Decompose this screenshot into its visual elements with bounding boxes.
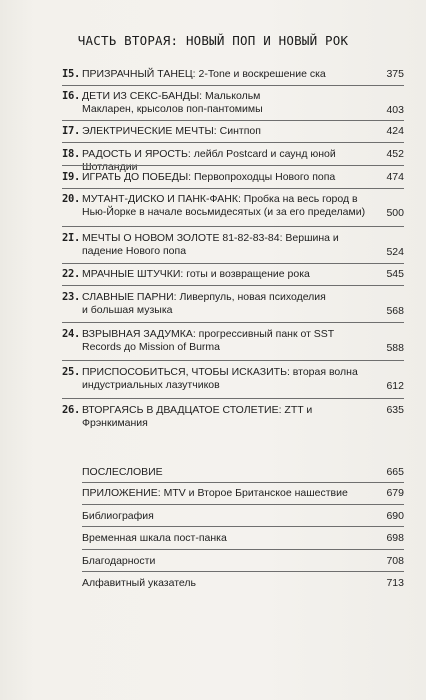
- chapter-number: 25.: [62, 366, 81, 378]
- toc-entry-16: [62, 90, 404, 118]
- toc-entry-24: [62, 328, 404, 356]
- chapter-title: [82, 232, 374, 258]
- divider: [62, 165, 404, 166]
- back-matter-title: [82, 532, 374, 545]
- divider: [62, 226, 404, 227]
- divider: [62, 360, 404, 361]
- divider: [82, 482, 404, 483]
- page-number: 708: [386, 555, 404, 567]
- back-matter-rest: Алфавитный указатель: [82, 577, 196, 589]
- page-number: 474: [386, 171, 404, 183]
- toc-entry-bibliography: [62, 510, 404, 524]
- toc-entry-afterword: [62, 466, 404, 480]
- chapter-number: I6.: [62, 90, 81, 102]
- chapter-number: I8.: [62, 148, 81, 160]
- page-number: 375: [386, 68, 404, 80]
- divider: [62, 142, 404, 143]
- page-number: 698: [386, 532, 404, 544]
- chapter-title-rest: готы и возвращение рока: [183, 268, 310, 280]
- back-matter-title: [82, 510, 374, 523]
- back-matter-caps: ПОСЛЕСЛОВИЕ: [82, 466, 163, 478]
- chapter-number: I5.: [62, 68, 81, 80]
- part-heading: ЧАСТЬ ВТОРАЯ: НОВЫЙ ПОП И НОВЫЙ РОК: [77, 33, 349, 48]
- toc-entry-23: [62, 291, 404, 319]
- chapter-title-caps: МРАЧНЫЕ ШТУЧКИ:: [82, 268, 184, 280]
- divider: [62, 398, 404, 399]
- back-matter-rest: Благодарности: [82, 555, 156, 567]
- page-number: 635: [386, 404, 404, 416]
- chapter-title-caps: ЭЛЕКТРИЧЕСКИЕ МЕЧТЫ:: [82, 125, 217, 137]
- toc-entry-17: [62, 125, 404, 139]
- page-number: 679: [386, 487, 404, 499]
- divider: [82, 549, 404, 550]
- toc-entry-25: [62, 366, 404, 394]
- chapter-title: [82, 90, 312, 116]
- back-matter-title: [82, 555, 374, 568]
- chapter-title-caps: МЕЧТЫ О НОВОМ ЗОЛОТЕ 81-82-83-84:: [82, 232, 283, 244]
- divider: [62, 85, 404, 86]
- chapter-number: 22.: [62, 268, 81, 280]
- back-matter-rest: Временная шкала пост-панка: [82, 532, 227, 544]
- page-number: 612: [386, 380, 404, 392]
- page-number: 424: [386, 125, 404, 137]
- toc-entry-15: [62, 68, 404, 82]
- back-matter-title: [82, 577, 374, 590]
- chapter-title: [82, 125, 374, 138]
- chapter-title-caps: РАДОСТЬ И ЯРОСТЬ:: [82, 148, 191, 160]
- chapter-title-caps: ДЕТИ ИЗ СЕКС-БАНДЫ:: [82, 90, 203, 102]
- page-number: 524: [386, 246, 404, 258]
- chapter-title-caps: ПРИЗРАЧНЫЙ ТАНЕЦ:: [82, 68, 196, 80]
- chapter-number: 2I.: [62, 232, 81, 244]
- chapter-title: [82, 68, 374, 81]
- divider: [62, 322, 404, 323]
- chapter-title: [82, 171, 374, 184]
- back-matter-title: [82, 487, 374, 500]
- page-number: 588: [386, 342, 404, 354]
- divider: [82, 571, 404, 572]
- page-number: 713: [386, 577, 404, 589]
- chapter-title-caps: ВЗРЫВНАЯ ЗАДУМКА:: [82, 328, 196, 340]
- toc-entry-20: [62, 193, 404, 221]
- chapter-title-caps: ПРИСПОСОБИТЬСЯ, ЧТОБЫ ИСКАЗИТЬ:: [82, 366, 290, 378]
- chapter-title-rest: вторая волна индустриальных лазутчиков: [82, 366, 358, 391]
- page-number: 545: [386, 268, 404, 280]
- toc-entry-acknowledgements: [62, 555, 404, 569]
- back-matter-caps: ПРИЛОЖЕНИЕ:: [82, 487, 161, 499]
- toc-entry-18: [62, 148, 404, 173]
- chapter-title-caps: СЛАВНЫЕ ПАРНИ:: [82, 291, 177, 303]
- chapter-title-rest: лейбл Postcard и саунд юной Шотландии: [82, 148, 336, 173]
- back-matter-rest: Библиография: [82, 510, 154, 522]
- chapter-title: [82, 268, 374, 281]
- chapter-number: 24.: [62, 328, 81, 340]
- chapter-number: 23.: [62, 291, 81, 303]
- page-number: 665: [386, 466, 404, 478]
- chapter-title-rest: Пробка на весь город в Нью-Йорке в начале восьмидесятых (и за его пределами): [82, 193, 366, 218]
- divider: [62, 285, 404, 286]
- chapter-title-rest: 2-Tone и воскрешение ска: [195, 68, 326, 80]
- chapter-title: [82, 366, 374, 392]
- page-number: 568: [386, 305, 404, 317]
- chapter-title-rest: Синтпоп: [216, 125, 261, 137]
- page-number: 403: [386, 104, 404, 116]
- back-matter-title: [82, 466, 374, 479]
- chapter-number: I9.: [62, 171, 81, 183]
- page-number: 690: [386, 510, 404, 522]
- divider: [82, 526, 404, 527]
- toc-entry-22: [62, 268, 404, 282]
- chapter-title-rest: Первопроходцы Нового попа: [191, 171, 336, 183]
- toc-entry-timeline: [62, 532, 404, 546]
- chapter-title-rest: прогрессивный панк от SST Records до Mission of Burma: [82, 328, 335, 353]
- chapter-number: I7.: [62, 125, 81, 137]
- chapter-title-caps: МУТАНТ-ДИСКО И ПАНК-ФАНК:: [82, 193, 241, 205]
- chapter-title-caps: ИГРАТЬ ДО ПОБЕДЫ:: [82, 171, 192, 183]
- toc-entry-appendix: [62, 487, 404, 501]
- chapter-title: [82, 404, 374, 430]
- chapter-title-rest: Малькольм Макларен, крысолов поп-пантомимы: [82, 90, 263, 115]
- toc-entry-index: [62, 577, 404, 591]
- chapter-title-caps: ВТОРГАЯСЬ В ДВАДЦАТОЕ СТОЛЕТИЕ:: [82, 404, 282, 416]
- back-matter-rest: MTV и Второе Британское нашествие: [160, 487, 348, 499]
- chapter-title-rest: Вершина и падение Нового попа: [82, 232, 339, 257]
- chapter-title-rest: ZTT и Фрэнкимания: [82, 404, 313, 429]
- toc-entry-21: [62, 232, 404, 260]
- page-number: 452: [386, 148, 404, 160]
- divider: [82, 504, 404, 505]
- divider: [62, 263, 404, 264]
- chapter-title-rest: Ливерпуль, новая психоделия и большая музыка: [82, 291, 326, 316]
- chapter-number: 20.: [62, 193, 81, 205]
- chapter-title: [82, 193, 382, 219]
- chapter-number: 26.: [62, 404, 81, 416]
- toc-entry-26: [62, 404, 404, 429]
- chapter-title: [82, 291, 332, 317]
- chapter-title: [82, 328, 352, 354]
- divider: [62, 120, 404, 121]
- page-number: 500: [386, 207, 404, 219]
- divider: [62, 188, 404, 189]
- toc-entry-19: [62, 171, 404, 185]
